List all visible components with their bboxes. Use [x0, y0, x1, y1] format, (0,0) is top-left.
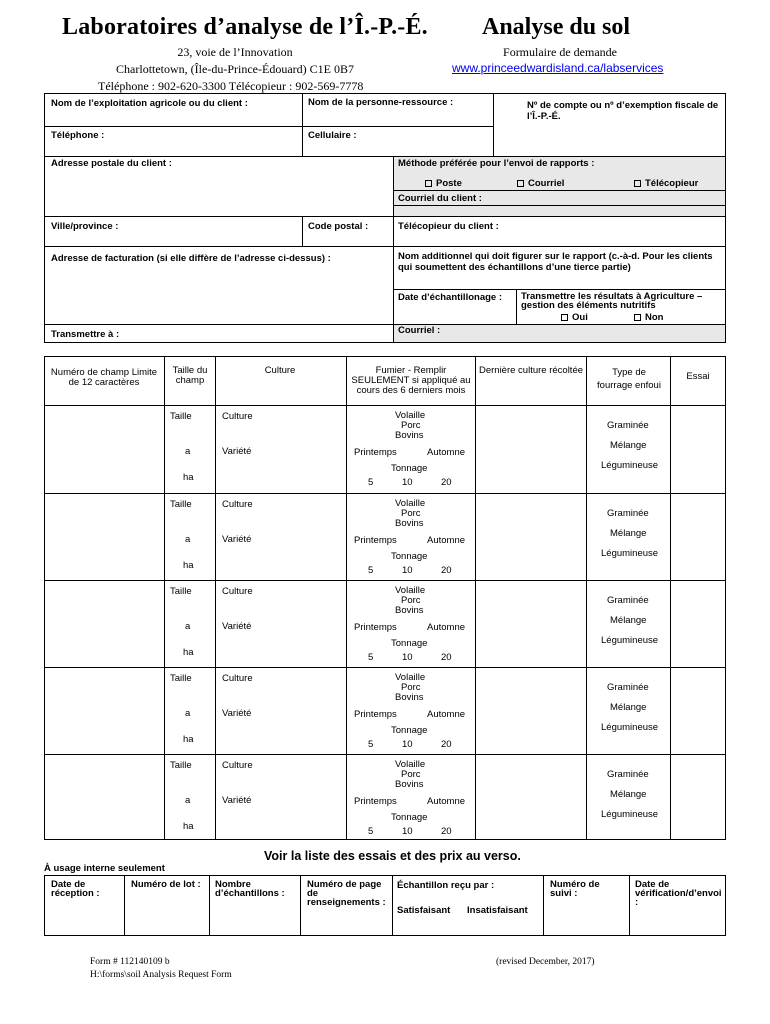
tonnage-10-option[interactable]: 10 — [402, 739, 413, 750]
forage-legume-option[interactable]: Légumineuse — [601, 635, 659, 646]
variety-label: Variété — [222, 621, 252, 632]
form-title: Analyse du sol — [482, 14, 631, 40]
manure-beef-label: Bovins — [395, 518, 424, 529]
forage-mix-option[interactable]: Mélange — [610, 615, 647, 626]
forage-mix-option[interactable]: Mélange — [610, 789, 647, 800]
season-fall-option[interactable]: Automne — [427, 796, 466, 807]
tonnage-20-option[interactable]: 20 — [441, 739, 452, 750]
additional-name-label: Nom additionnel qui doit figurer sur le rapport (c.-à-d. Pour les clients qui soumettent des échantillons d’une tierce partie) — [398, 251, 713, 273]
report-method-label: Méthode préférée pour l’envoi de rapports : — [398, 158, 595, 169]
manure-pork-label: Porc — [401, 508, 421, 519]
tonnage-10-option[interactable]: 10 — [402, 652, 413, 663]
col-manure: Fumier - Remplir SEULEMENT si appliqué au cours des 6 derniers mois — [351, 365, 471, 396]
manure-beef-label: Bovins — [395, 779, 424, 790]
form-number: Form # 112140109 b — [90, 957, 170, 967]
col-field-number: Numéro de champ Limite de 12 caractères — [50, 367, 158, 388]
cell-label: Cellulaire : — [308, 130, 357, 141]
unit-ha-label: ha — [183, 647, 194, 658]
forage-legume-option[interactable]: Légumineuse — [601, 548, 659, 559]
manure-pork-label: Porc — [401, 769, 421, 780]
verification-date-label: Date de vérification/d’envoi : — [635, 879, 722, 908]
email-area — [393, 324, 725, 342]
unsatisfactory-option[interactable]: Insatisfaisant — [467, 905, 528, 916]
tonnage-label: Tonnage — [391, 551, 428, 562]
manure-beef-label: Bovins — [395, 605, 424, 616]
unit-a-label: a — [185, 534, 191, 545]
email-checkbox[interactable] — [517, 180, 524, 187]
tonnage-10-option[interactable]: 10 — [402, 477, 413, 488]
manure-pork-label: Porc — [401, 420, 421, 431]
forage-grass-option[interactable]: Graminée — [607, 682, 649, 693]
billing-address-label: Adresse de facturation (si elle diffère de l’adresse ci-dessus) : — [51, 253, 331, 264]
tonnage-5-option[interactable]: 5 — [368, 739, 374, 750]
season-spring-option[interactable]: Printemps — [354, 535, 397, 546]
farm-name-label: Nom de l’exploitation agricole ou du client : — [51, 98, 248, 109]
account-number-label: Nº de compte ou nº d’exemption fiscale de l’Î.-P.-É. — [527, 100, 719, 122]
tonnage-20-option[interactable]: 20 — [441, 652, 452, 663]
manure-poultry-label: Volaille — [395, 672, 426, 683]
sample-received-label: Échantillon reçu par : — [397, 880, 495, 891]
variety-label: Variété — [222, 795, 252, 806]
manure-pork-label: Porc — [401, 595, 421, 606]
tonnage-5-option[interactable]: 5 — [368, 826, 374, 837]
lab-phone-fax: Téléphone : 902-620-3300 Télécopieur : 902-569-7778 — [98, 79, 364, 93]
lot-number-label: Numéro de lot : — [131, 879, 201, 890]
col-test: Essai — [686, 371, 710, 382]
tonnage-5-option[interactable]: 5 — [368, 652, 374, 663]
manure-poultry-label: Volaille — [395, 410, 426, 421]
email-label: Courriel : — [398, 325, 441, 336]
tonnage-20-option[interactable]: 20 — [441, 565, 452, 576]
tonnage-20-option[interactable]: 20 — [441, 826, 452, 837]
crop-label: Culture — [222, 586, 253, 597]
tonnage-10-option[interactable]: 10 — [402, 826, 413, 837]
postal-address-label: Adresse postale du client : — [51, 158, 172, 169]
forage-legume-option[interactable]: Légumineuse — [601, 809, 659, 820]
tonnage-label: Tonnage — [391, 638, 428, 649]
lab-name: Laboratoires d’analyse de l’Î.-P.-É. — [62, 14, 428, 40]
season-fall-option[interactable]: Automne — [427, 535, 466, 546]
manure-poultry-label: Volaille — [395, 498, 426, 509]
season-fall-option[interactable]: Automne — [427, 622, 466, 633]
unit-ha-label: ha — [183, 560, 194, 571]
tracking-number-label: Numéro de suivi : — [550, 879, 600, 899]
file-path: H:\forms\soil Analysis Request Form — [90, 970, 232, 980]
forage-mix-option[interactable]: Mélange — [610, 440, 647, 451]
revision-date: (revised December, 2017) — [496, 957, 595, 967]
manure-beef-label: Bovins — [395, 430, 424, 441]
manure-beef-label: Bovins — [395, 692, 424, 703]
season-spring-option[interactable]: Printemps — [354, 622, 397, 633]
info-page-label: Numéro de page de renseignements : — [307, 879, 386, 908]
transmit-yes-option[interactable] — [561, 312, 588, 323]
report-option-email[interactable] — [517, 178, 564, 189]
no-option-text: Non — [645, 312, 664, 323]
lab-url-link[interactable]: www.princeedwardisland.ca/labservices — [452, 61, 664, 75]
yes-checkbox[interactable] — [561, 314, 568, 321]
yes-option-text: Oui — [572, 312, 588, 323]
city-label: Ville/province : — [51, 221, 119, 232]
unit-a-label: a — [185, 708, 191, 719]
crop-label: Culture — [222, 499, 253, 510]
client-email-label: Courriel du client : — [398, 193, 482, 204]
crop-label: Culture — [222, 673, 253, 684]
variety-label: Variété — [222, 534, 252, 545]
forage-grass-option[interactable]: Graminée — [607, 769, 649, 780]
col-forage-type: Type de fourrage enfoui — [597, 367, 661, 391]
unit-ha-label: ha — [183, 821, 194, 832]
season-spring-option[interactable]: Printemps — [354, 447, 397, 458]
sample-date-label: Date d’échantillonage : — [398, 292, 502, 303]
forage-mix-option[interactable]: Mélange — [610, 702, 647, 713]
client-fax-label: Télécopieur du client : — [398, 221, 499, 232]
manure-poultry-label: Volaille — [395, 585, 426, 596]
season-fall-option[interactable]: Automne — [427, 447, 466, 458]
forage-legume-option[interactable]: Légumineuse — [601, 460, 659, 471]
manure-pork-label: Porc — [401, 682, 421, 693]
no-checkbox[interactable] — [634, 314, 641, 321]
variety-label: Variété — [222, 446, 252, 457]
postal-code-label: Code postal : — [308, 221, 369, 232]
forage-mix-option[interactable]: Mélange — [610, 528, 647, 539]
contact-person-label: Nom de la personne-ressource : — [308, 97, 454, 108]
report-option-mail[interactable] — [425, 178, 462, 189]
season-spring-option[interactable]: Printemps — [354, 709, 397, 720]
tonnage-label: Tonnage — [391, 812, 428, 823]
tonnage-20-option[interactable]: 20 — [441, 477, 452, 488]
season-fall-option[interactable]: Automne — [427, 709, 466, 720]
forage-grass-option[interactable]: Graminée — [607, 508, 649, 519]
tonnage-label: Tonnage — [391, 725, 428, 736]
size-label: Taille — [170, 760, 192, 771]
report-option-fax[interactable] — [634, 178, 698, 189]
unit-ha-label: ha — [183, 734, 194, 745]
manure-poultry-label: Volaille — [395, 759, 426, 770]
fax-checkbox[interactable] — [634, 180, 641, 187]
phone-label: Téléphone : — [51, 130, 105, 141]
variety-label: Variété — [222, 708, 252, 719]
lab-address-line1: 23, voie de l’Innovation — [177, 45, 293, 59]
tonnage-5-option[interactable]: 5 — [368, 565, 374, 576]
reception-date-label: Date de réception : — [51, 879, 100, 899]
internal-use-label: À usage interne seulement — [44, 863, 165, 874]
mail-checkbox[interactable] — [425, 180, 432, 187]
crop-label: Culture — [222, 760, 253, 771]
satisfactory-option[interactable]: Satisfaisant — [397, 905, 451, 916]
unit-a-label: a — [185, 446, 191, 457]
size-label: Taille — [170, 673, 192, 684]
transmit-agriculture-label: Transmettre les résultats à Agriculture – gestion des éléments nutritifs — [521, 291, 703, 311]
crop-label: Culture — [222, 411, 253, 422]
transmit-no-option[interactable] — [634, 312, 663, 323]
forage-grass-option[interactable]: Graminée — [607, 420, 649, 431]
mail-option-text: Poste — [436, 178, 462, 189]
transmit-to-label: Transmettre à : — [51, 329, 120, 340]
tonnage-label: Tonnage — [391, 463, 428, 474]
size-label: Taille — [170, 586, 192, 597]
fax-option-text: Télécopieur — [645, 178, 699, 189]
email-option-text: Courriel — [528, 178, 565, 189]
unit-ha-label: ha — [183, 472, 194, 483]
forage-legume-option[interactable]: Légumineuse — [601, 722, 659, 733]
size-label: Taille — [170, 411, 192, 422]
tonnage-5-option[interactable]: 5 — [368, 477, 374, 488]
form-type: Formulaire de demande — [503, 45, 617, 59]
col-last-crop: Dernière culture récoltée — [478, 365, 584, 376]
col-field-size: Taille du champ — [172, 365, 208, 386]
tonnage-10-option[interactable]: 10 — [402, 565, 413, 576]
unit-a-label: a — [185, 621, 191, 632]
col-crop: Culture — [264, 365, 296, 376]
forage-grass-option[interactable]: Graminée — [607, 595, 649, 606]
unit-a-label: a — [185, 795, 191, 806]
see-back-note: Voir la liste des essais et des prix au verso. — [264, 849, 521, 863]
lab-address-line2: Charlottetown, (Île-du-Prince-Édouard) C1E 0B7 — [116, 62, 354, 76]
size-label: Taille — [170, 499, 192, 510]
sample-count-label: Nombre d’échantillons : — [215, 879, 285, 899]
season-spring-option[interactable]: Printemps — [354, 796, 397, 807]
